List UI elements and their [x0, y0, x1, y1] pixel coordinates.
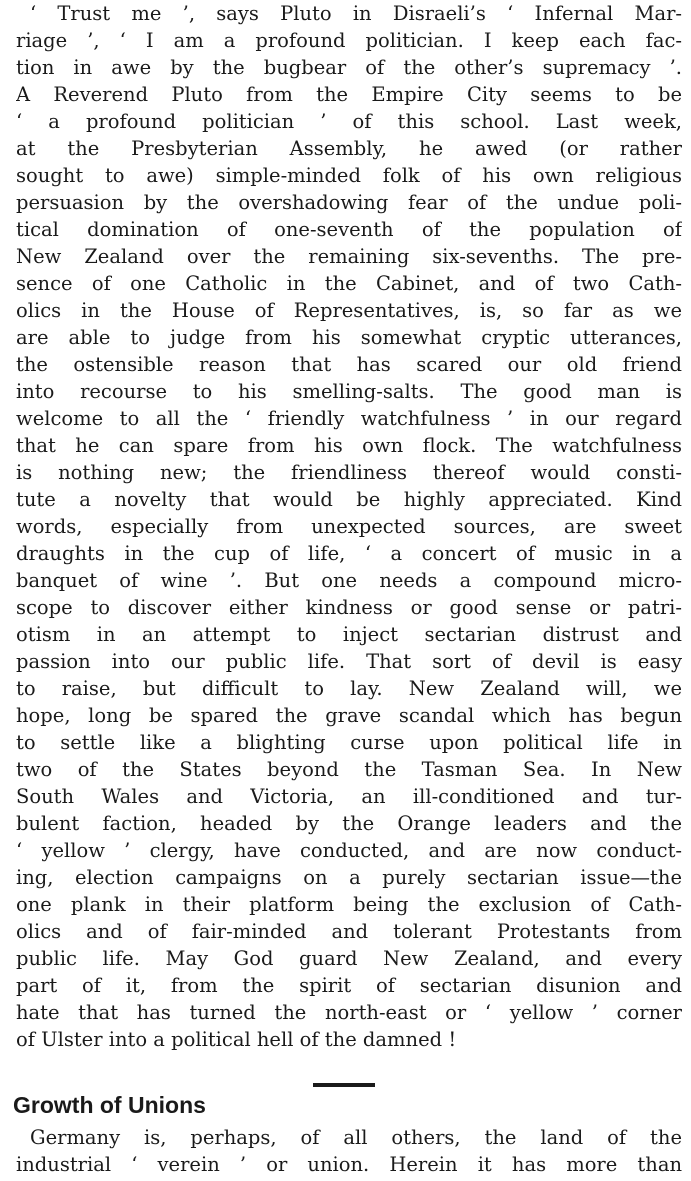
paragraph-line: to settle like a blighting curse upon political life in	[16, 731, 682, 754]
paragraph-line: that he can spare from his own flock. The watchfulness	[16, 434, 682, 457]
paragraph-line: two of the States beyond the Tasman Sea. In New	[16, 758, 682, 781]
paragraph-line: persuasion by the overshadowing fear of the undue poli-	[16, 191, 682, 214]
paragraph-line: hope, long be spared the grave scandal which has begun	[16, 704, 682, 727]
paragraph-line: public life. May God guard New Zealand, and every	[16, 947, 682, 970]
paragraph-line: A Reverend Pluto from the Empire City seems to be	[16, 83, 682, 106]
paragraph-line: hate that has turned the north-east or ‘ yellow ’ corner	[16, 1001, 682, 1024]
paragraph-line: passion into our public life. That sort of devil is easy	[16, 650, 682, 673]
paragraph-line: is nothing new; the friendliness thereof would consti-	[16, 461, 682, 484]
paragraph-line: tion in awe by the bugbear of the other’s supremacy ’.	[16, 56, 682, 79]
paragraph-line: New Zealand over the remaining six-sevenths. The pre-	[16, 245, 682, 268]
paragraph-line: one plank in their platform being the exclusion of Cath-	[16, 893, 682, 916]
paragraph-line: of Ulster into a political hell of the damned !	[16, 1028, 457, 1051]
paragraph-line: scope to discover either kindness or good sense or patri-	[16, 596, 682, 619]
paragraph-line: otism in an attempt to inject sectarian distrust and	[16, 623, 682, 646]
paragraph-line: words, especially from unexpected sources, are sweet	[16, 515, 682, 538]
paragraph-line: to raise, but difficult to lay. New Zealand will, we	[16, 677, 682, 700]
paragraph-line: Germany is, perhaps, of all others, the land of the	[30, 1126, 682, 1149]
paragraph-line: sence of one Catholic in the Cabinet, and of two Cath-	[16, 272, 682, 295]
paragraph-line: olics and of fair-minded and tolerant Protestants from	[16, 920, 682, 943]
section-heading: Growth of Unions	[13, 1092, 206, 1118]
section-divider	[313, 1083, 375, 1087]
paragraph-line: industrial ‘ verein ’ or union. Herein it has more than	[16, 1153, 682, 1176]
paragraph-line: into recourse to his smelling-salts. The good man is	[16, 380, 682, 403]
paragraph-line: ‘ a profound politician ’ of this school. Last week,	[16, 110, 682, 133]
paragraph-line: bulent faction, headed by the Orange leaders and the	[16, 812, 682, 835]
paragraph-line: draughts in the cup of life, ‘ a concert of music in a	[16, 542, 682, 565]
paragraph-line: tical domination of one-seventh of the population of	[16, 218, 682, 241]
paragraph-line: South Wales and Victoria, an ill-conditioned and tur-	[16, 785, 682, 808]
paragraph-line: the ostensible reason that has scared our old friend	[16, 353, 682, 376]
paragraph-line: part of it, from the spirit of sectarian disunion and	[16, 974, 682, 997]
paragraph-line: riage ’, ‘ I am a profound politician. I keep each fac-	[16, 29, 682, 52]
paragraph-line: ‘ Trust me ’, says Pluto in Disraeli’s ‘ Infernal Mar-	[30, 2, 682, 25]
paragraph-line: at the Presbyterian Assembly, he awed (or rather	[16, 137, 682, 160]
paragraph-line: welcome to all the ‘ friendly watchfulness ’ in our regard	[16, 407, 682, 430]
paragraph-line: banquet of wine ’. But one needs a compound micro-	[16, 569, 682, 592]
paragraph-line: are able to judge from his somewhat cryptic utterances,	[16, 326, 682, 349]
paragraph-line: ‘ yellow ’ clergy, have conducted, and are now conduct-	[16, 839, 682, 862]
paragraph-line: tute a novelty that would be highly appreciated. Kind	[16, 488, 682, 511]
paragraph-line: sought to awe) simple-minded folk of his own religious	[16, 164, 682, 187]
paragraph-line: olics in the House of Representatives, is, so far as we	[16, 299, 682, 322]
paragraph-line: ing, election campaigns on a purely sectarian issue—the	[16, 866, 682, 889]
